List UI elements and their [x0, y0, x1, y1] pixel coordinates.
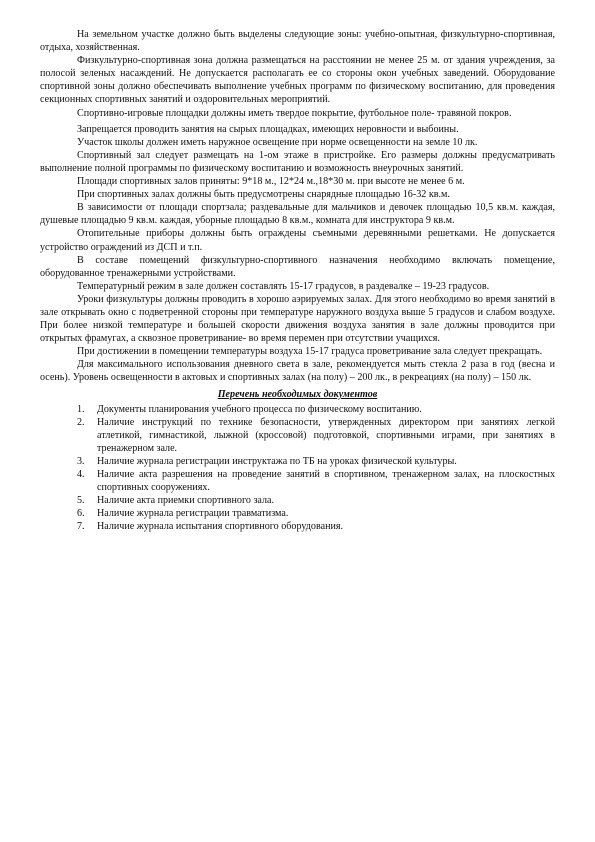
list-item-text: Наличие журнала регистрации травматизма. [97, 508, 289, 520]
list-item [77, 520, 555, 533]
list-item [77, 416, 555, 455]
paragraph: Спортивный зал следует размещать на 1-ом этаже в пристройке. Его размеры должны предусматривать выполнение полной программы по физическому воспитанию и возможность внеурочных занятий. [40, 149, 555, 174]
list-item-number: 6. [77, 508, 85, 520]
list-item [77, 455, 555, 468]
paragraph: Для максимального использования дневного света в зале, рекомендуется мыть стекла 2 раза в год (весна и осень). Уровень освещенности в актовых и спортивных залах (на полу) – 200 лк., в рекреациях (на полу) – 150 лк. [40, 359, 555, 384]
paragraph: Уроки физкультуры должны проводить в хорошо аэрируемых залах. Для этого необходимо во время занятий в зале открывать окно с подветренной стороны при температуре наружного воздуха выше 5 градусов и слабом воздухе. При более низкой температуре и большей скорости движения воздуха занятия в зале должны проводится при открытых фрамугах, а сквозное проветривание- во время перемен при отсутствии учащихся. [40, 293, 555, 345]
list-item [77, 468, 555, 494]
list-item-number: 7. [77, 521, 85, 533]
list-item-number: 3. [77, 455, 85, 467]
list-item [77, 494, 555, 507]
list-item [77, 403, 555, 416]
list-item-number: 5. [77, 495, 85, 507]
list-item-text: Документы планирования учебного процесса по физическому воспитанию. [97, 403, 422, 415]
paragraph: Запрещается проводить занятия на сырых площадках, имеющих неровности и выбоины. [77, 123, 459, 135]
paragraph: Участок школы должен иметь наружное освещение при норме освещенности на земле 10 лк. [77, 136, 478, 148]
paragraph: В зависимости от площади спортзала; раздевальные для мальчиков и девочек площадью 10,5 кв.м. каждая, душевые площадью 9 кв.м. каждая, уборные площадью 8 кв.м., комната для инструктора 9 кв.м. [40, 202, 555, 227]
list-item [77, 507, 555, 520]
paragraph: В составе помещений физкультурно-спортивного назначения необходимо включать помещение, оборудованное тренажерными устройствами. [40, 254, 555, 279]
list-item-text: Наличие журнала испытания спортивного оборудования. [97, 521, 344, 533]
paragraph: Физкультурно-спортивная зона должна размещаться на расстоянии не менее 25 м. от здания учреждения, за полосой зеленых насаждений. Не допускается располагать ее со стороны окон учебных заведений. Оборудование спортивной зоны должно обеспечивать выполнение учебных программ по физическому воспитанию, для проведения секционных спортивных занятий и оздоровительных мероприятий. [40, 55, 555, 106]
list-item-text: Наличие журнала регистрации инструктажа по ТБ на уроках физической культуры. [97, 455, 457, 467]
section-title: Перечень необходимых документов [217, 388, 378, 400]
list-item-text: Наличие инструкций по технике безопасности, утвержденных директором при занятиях легкой атлетикой, гимнастикой, лыжной (кроссовой) подготовкой, спортивными играми, при занятиях в тренажерном зале. [97, 416, 555, 454]
paragraph: Отопительные приборы должны быть ограждены съемными деревянными решетками. Не допускается устройство ограждений из ДСП и т.п. [40, 228, 555, 253]
paragraph: Площади спортивных залов приняты: 9*18 м., 12*24 м.,18*30 м. при высоте не менее 6 м. [77, 176, 465, 188]
paragraph: При спортивных залах должны быть предусмотрены снарядные площадью 16-32 кв.м. [77, 189, 450, 201]
paragraph: На земельном участке должно быть выделены следующие зоны: учебно-опытная, физкультурно-спортивная, отдыха, хозяйственная. [40, 29, 555, 54]
list-item-text: Наличие акта приемки спортивного зала. [97, 495, 275, 507]
list-item-number: 2. [77, 416, 85, 428]
list-item-number: 1. [77, 403, 85, 415]
paragraph: Температурный режим в зале должен составлять 15-17 градусов, в раздевалке – 19-23 градусов. [77, 280, 490, 292]
paragraph: Спортивно-игровые площадки должны иметь твердое покрытие, футбольное поле- травяной покров. [77, 107, 512, 119]
document-body [40, 28, 555, 533]
list-item-text: Наличие акта разрешения на проведение занятий в спортивном, тренажерном залах, на плоскостных спортивных сооружениях. [97, 469, 555, 494]
document-list [40, 403, 555, 534]
list-item-number: 4. [77, 469, 85, 480]
paragraph: При достижении в помещении температуры воздуха 15-17 градуса проветривание зала следует прекращать. [77, 346, 543, 358]
